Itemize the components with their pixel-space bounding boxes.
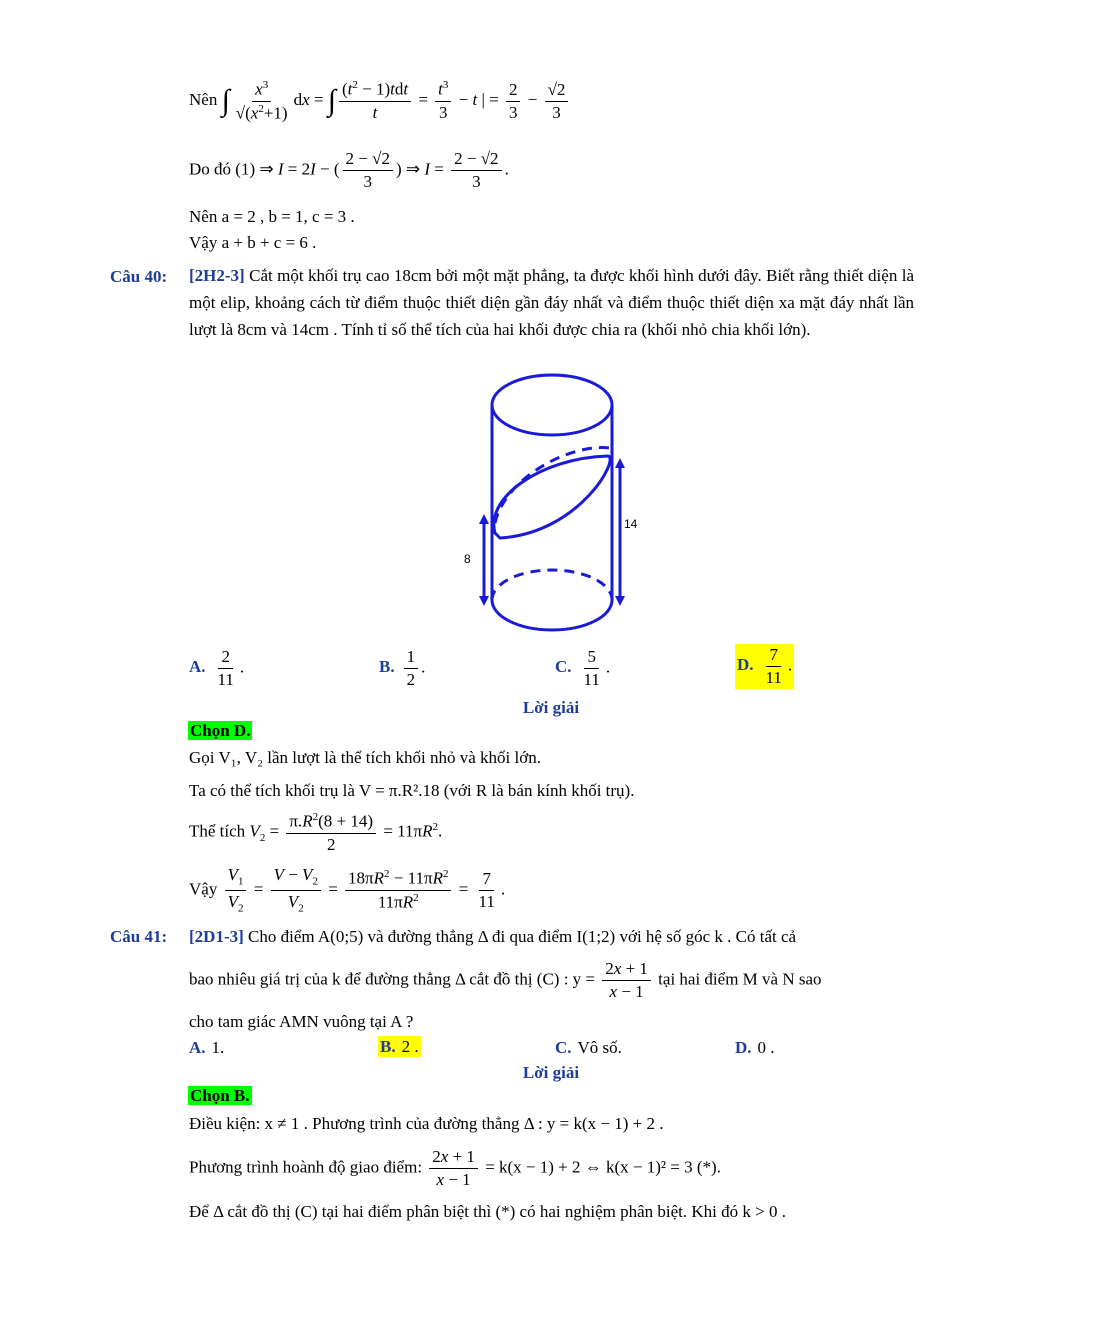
solution-41-line2: Phương trình hoành độ giao điểm: $\frac{2x + 1}{x - 1}$ = k(x − 1) + 2 ⇔ k(x − 1)² = 3 (*).	[189, 1147, 721, 1189]
choice-c[interactable]: C. $\frac{5}{11}$ .	[555, 647, 611, 689]
solution-41-line3: Để Δ cắt đồ thị (C) tại hai điểm phân biệt thì (*) có hai nghiệm phân biệt. Khi đó k > 0 .	[189, 1202, 786, 1221]
question-40-number: Câu 40:	[110, 267, 168, 286]
sum-line: Vậy a + b + c = 6 .	[189, 233, 317, 252]
q41-choice-c[interactable]: C. Vô số.	[555, 1038, 622, 1057]
q41-choice-a[interactable]: A. 1.	[189, 1038, 225, 1057]
question-41-line2: bao nhiêu giá trị của k để đường thẳng Δ cắt đồ thị (C) : y = $\frac{2x + 1}{x - 1}$ tại hai điểm M và N sao	[189, 959, 822, 1001]
question-41-number: Câu 41:	[110, 927, 168, 946]
solution-40-line2: Ta có thể tích khối trụ là V = π.R².18 (với R là bán kính khối trụ).	[189, 781, 635, 800]
q41-choice-b[interactable]: B. 2 .	[380, 1037, 419, 1056]
question-40-tag: [2H2-3]	[189, 266, 245, 285]
section-ellipse-front	[494, 456, 610, 538]
question-41-tag: [2D1-3]	[189, 927, 244, 946]
chosen-answer-41: Chọn B.	[190, 1086, 250, 1105]
solution-40-line1: Gọi V₁, V₂ lần lượt là thể tích khối nhỏ và khối lớn.	[189, 748, 541, 767]
solution-41-line1: Điều kiện: x ≠ 1 . Phương trình của đường thẳng Δ : y = k(x − 1) + 2 .	[189, 1114, 664, 1133]
do-do-line: Do đó (1) ⇒ I = 2I − ( $\frac{2 - √2}{3}$ ) ⇒ I = $\frac{2 - √2}{3}$ .	[189, 149, 509, 191]
solution-heading-41: Lời giải	[522, 1063, 580, 1082]
solution-heading-40: Lời giải	[522, 698, 580, 717]
cylinder-figure	[460, 368, 638, 643]
question-41-line1: [2D1-3] Cho điểm A(0;5) và đường thẳng Δ đi qua điểm I(1;2) với hệ số góc k . Có tất cả	[189, 927, 797, 946]
choice-a[interactable]: A. $\frac{2}{11}$ .	[189, 647, 245, 689]
choice-d[interactable]: D. $\frac{7}{11}$ .	[737, 645, 793, 687]
integral-line: Nên ∫ $\frac{x^3}{√(x^2+1)}$ dx = ∫ $\frac{(t^2 - 1)tdt}{t}$ = $\frac{t^3}{3}$ − t | = $\frac{2}{3}$ − $\frac{√2}{3}$	[189, 80, 571, 122]
solution-40-line4: Vậy $\frac{V_1}{V_2}$ = $\frac{V - V_2}{V_2}$ = $\frac{18\pi R^2 - 11\pi R^2}{11\pi R^2}$ = $\frac{7}{11}$ .	[189, 865, 506, 915]
q41-choice-d[interactable]: D. 0 .	[735, 1038, 775, 1057]
cylinder-bottom-front	[492, 600, 612, 630]
cylinder-bottom-back	[492, 570, 612, 600]
cylinder-top-ellipse	[492, 375, 612, 435]
label-8: 8	[464, 552, 471, 566]
section-ellipse-back	[495, 448, 610, 523]
choice-b[interactable]: B. $\frac{1}{2}$ .	[379, 647, 426, 689]
solution-40-line3: Thể tích $V_2$ = $\frac{\pi.R^2(8 + 14)}{2}$ = $11\pi R^2$.	[189, 811, 443, 854]
abc-values-line: Nên a = 2 , b = 1, c = 3 .	[189, 207, 355, 226]
question-40-text: [2H2-3] Cắt một khối trụ cao 18cm bởi một mặt phẳng, ta được khối hình dưới đây. Biết rằng thiết diện là một elip, khoảng cách từ điểm thuộc thiết diện gần đáy nhất và điểm thuộc thiết diện xa mặt đáy nhất lần lượt là 8cm và 14cm . Tính tỉ số thể tích của hai khối được chia ra (khối nhỏ chia khối lớn).	[189, 266, 914, 339]
label-14: 14	[624, 517, 638, 531]
chosen-answer-40: Chọn D.	[190, 721, 251, 740]
question-41-line3: cho tam giác AMN vuông tại A ?	[189, 1012, 414, 1031]
